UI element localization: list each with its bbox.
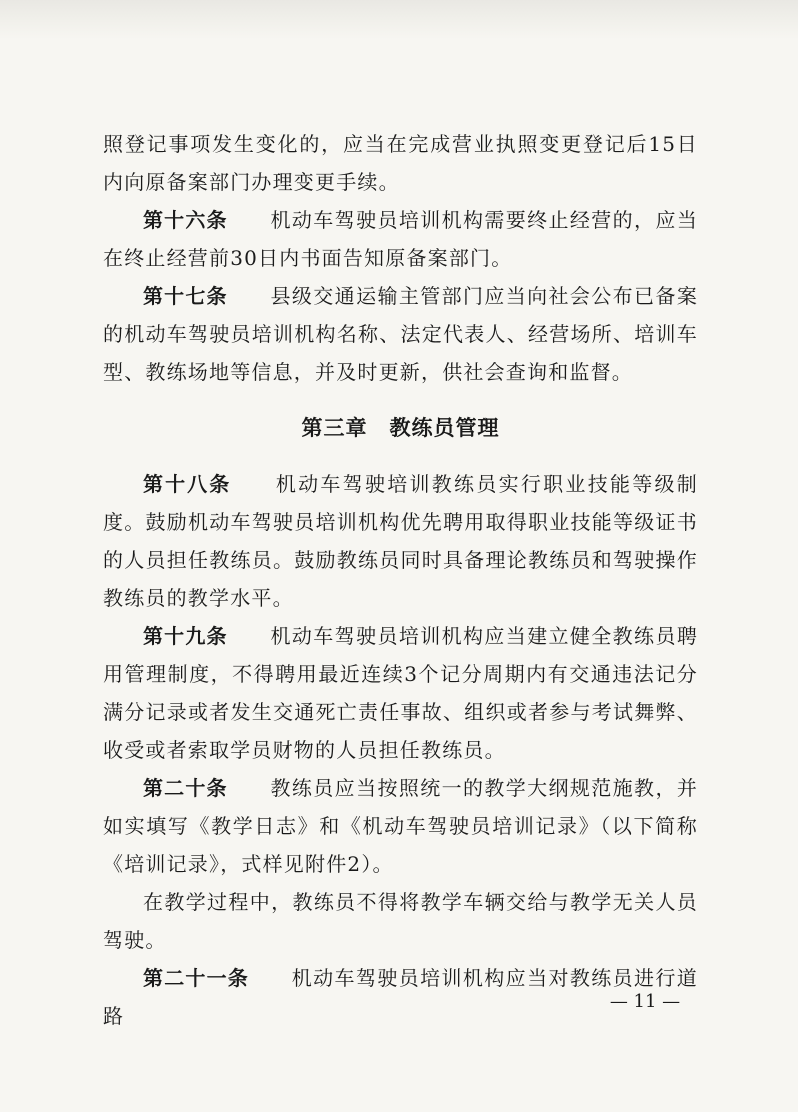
paragraph-article-17 [103, 277, 698, 391]
paragraph-text: 机动车驾驶员培训机构需要终止经营的，应当在终止经营前30日内书面告知原备案部门。 [103, 208, 699, 270]
paragraph-article-16 [103, 201, 698, 277]
chapter-heading [103, 409, 698, 447]
article-number: 第二十条 [143, 776, 228, 800]
paragraph-text: 县级交通运输主管部门应当向社会公布已备案的机动车驾驶员培训机构名称、法定代表人、经营场所、培训车型、教练场地等信息，并及时更新，供社会查询和监督。 [103, 284, 699, 384]
paragraph-text: 机动车驾驶员培训机构应当建立健全教练员聘用管理制度，不得聘用最近连续3个记分周期内有交通违法记分满分记录或者发生交通死亡责任事故、组织或者参与考试舞弊、收受或者索取学员财物的人员担任教练员。 [103, 624, 699, 762]
paragraph-text: 机动车驾驶员培训机构应当对教练员进行道路 [103, 966, 699, 1028]
chapter-title: 教练员管理 [389, 416, 500, 440]
paragraph-article-19 [103, 617, 698, 769]
body-text [103, 125, 698, 1035]
chapter-number: 第三章 [301, 416, 368, 440]
article-number: 第十九条 [143, 624, 228, 648]
paragraph-plain [103, 883, 698, 959]
paragraph-text: 照登记事项发生变化的，应当在完成营业执照变更登记后15日内向原备案部门办理变更手续。 [103, 132, 698, 194]
article-number: 第十七条 [143, 284, 228, 308]
article-number: 第二十一条 [143, 966, 249, 990]
article-number: 第十八条 [143, 472, 232, 496]
page-number: — 11 — [609, 991, 681, 1012]
paragraph-continuation [103, 125, 698, 201]
paragraph-article-20 [103, 769, 698, 883]
paragraph-text: 教练员应当按照统一的教学大纲规范施教，并如实填写《教学日志》和《机动车驾驶员培训记录》（以下简称《培训记录》，式样见附件2）。 [103, 776, 699, 876]
scan-edge-shadow [0, 0, 798, 40]
paragraph-text: 在教学过程中，教练员不得将教学车辆交给与教学无关人员驾驶。 [103, 890, 698, 952]
paragraph-text: 机动车驾驶培训教练员实行职业技能等级制度。鼓励机动车驾驶员培训机构优先聘用取得职业技能等级证书的人员担任教练员。鼓励教练员同时具备理论教练员和驾驶操作教练员的教学水平。 [103, 472, 698, 610]
paragraph-article-18 [103, 465, 698, 617]
article-number: 第十六条 [143, 208, 228, 232]
